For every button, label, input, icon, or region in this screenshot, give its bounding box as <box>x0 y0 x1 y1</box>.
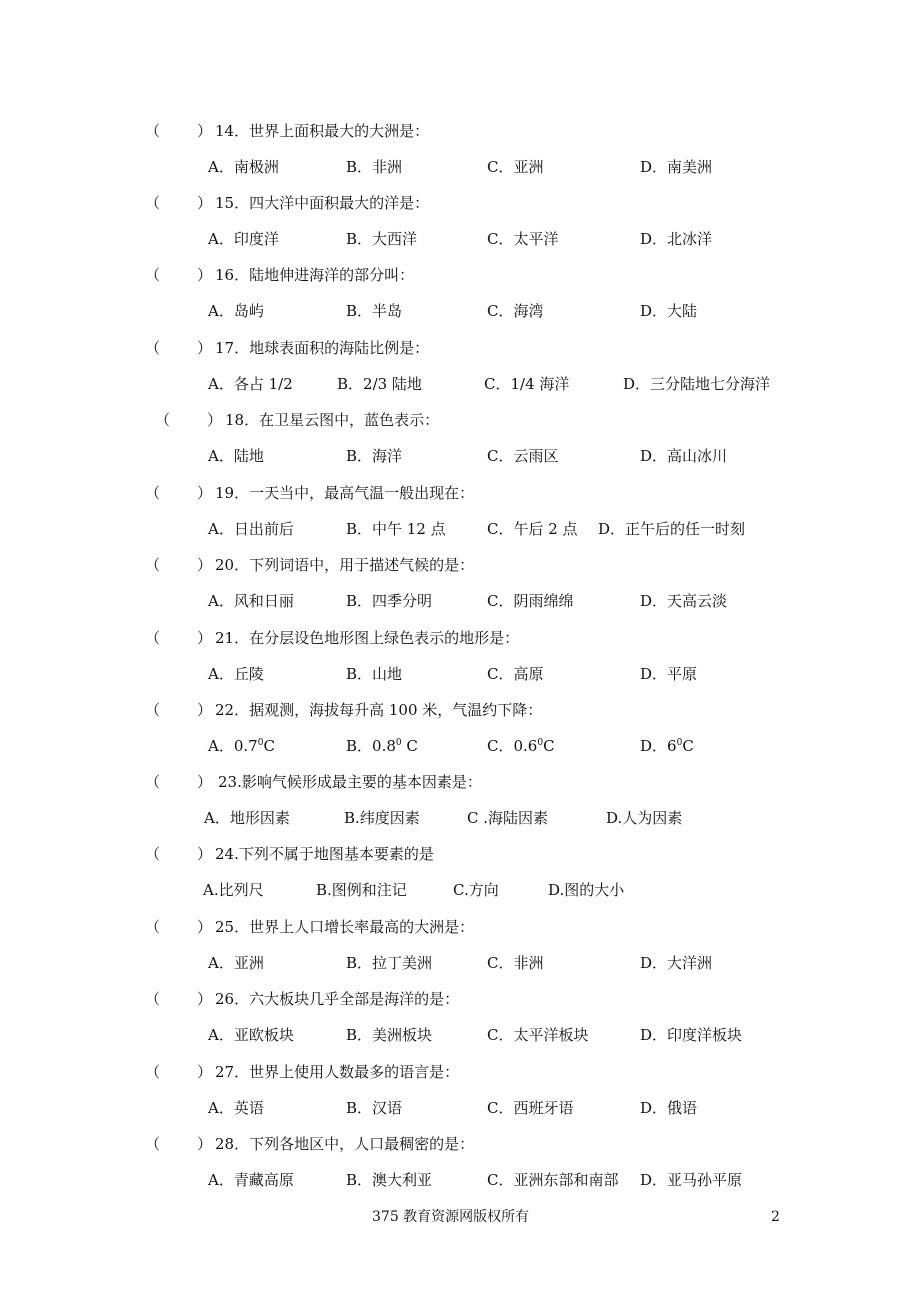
temperature-unit: C <box>401 737 418 755</box>
answer-paren-close: ） <box>197 629 213 647</box>
question-text: 下列词语中，用于描述气候的是： <box>249 556 475 574</box>
question-item <box>0 1061 920 1133</box>
answer-paren-open: （ <box>145 1135 161 1153</box>
answer-option <box>623 373 770 395</box>
option-text: D.图的大小 <box>548 881 625 899</box>
answer-paren-close: ） <box>197 845 213 863</box>
option-text: A．亚欧板块 <box>208 1026 294 1044</box>
question-stem <box>215 916 474 938</box>
answer-paren-close: ） <box>197 1063 213 1081</box>
question-stem <box>215 120 429 142</box>
question-stem <box>215 1061 459 1083</box>
option-text: D．南美洲 <box>640 158 713 176</box>
option-text: C．海湾 <box>487 302 544 320</box>
option-text: B．山地 <box>346 665 403 683</box>
question-stem <box>215 1133 474 1155</box>
option-text: B.图例和注记 <box>316 881 407 899</box>
option-text: B．大西洋 <box>346 230 418 248</box>
question-item <box>0 1133 920 1205</box>
question-text: 地球表面积的海陆比例是： <box>249 339 430 357</box>
question-item <box>0 843 920 915</box>
answer-option <box>346 518 446 540</box>
answer-option <box>467 807 548 829</box>
question-item <box>0 337 920 409</box>
option-text: D．平原 <box>640 665 698 683</box>
temperature-unit: C <box>543 737 555 755</box>
answer-option <box>487 1097 573 1119</box>
question-stem <box>215 554 474 576</box>
option-text: A.比列尺 <box>203 881 264 899</box>
answer-paren-open: （ <box>145 701 161 719</box>
page-number: 2 <box>771 1209 780 1225</box>
option-text: B．半岛 <box>346 302 403 320</box>
answer-option <box>487 952 543 974</box>
option-text: D．北冰洋 <box>640 230 713 248</box>
answer-option <box>487 1169 618 1191</box>
question-text: 世界上面积最大的大洲是： <box>249 122 430 140</box>
answer-option <box>208 1024 294 1046</box>
answer-option <box>487 228 558 250</box>
option-text: D．正午后的任一时刻 <box>598 520 746 538</box>
answer-option <box>208 373 293 395</box>
question-item <box>0 409 920 481</box>
question-text: 一天当中，最高气温一般出现在： <box>249 484 475 502</box>
question-number: 23. <box>218 773 242 791</box>
answer-option <box>487 735 555 757</box>
answer-option <box>640 663 697 685</box>
answer-paren-close: ） <box>197 556 213 574</box>
answer-option <box>208 156 279 178</box>
option-text: B．美洲板块 <box>346 1026 433 1044</box>
question-number: 17． <box>215 339 250 357</box>
option-text: A．印度洋 <box>208 230 279 248</box>
option-text: C．亚洲东部和南部 <box>487 1171 619 1189</box>
answer-option <box>346 156 402 178</box>
option-text: C .海陆因素 <box>467 809 549 827</box>
option-text: A．各占 1/2 <box>208 375 293 393</box>
question-stem <box>215 699 542 721</box>
degree-superscript: 0 <box>395 738 402 748</box>
answer-option <box>208 1169 294 1191</box>
option-text: B．2/3 陆地 <box>337 375 422 393</box>
answer-option <box>487 1024 588 1046</box>
question-number: 24. <box>215 845 239 863</box>
answer-option <box>640 590 727 612</box>
question-number: 18． <box>225 411 260 429</box>
option-text: B．汉语 <box>346 1099 403 1117</box>
question-item <box>0 699 920 771</box>
question-stem <box>218 771 482 793</box>
answer-paren-open: （ <box>145 918 161 936</box>
answer-option <box>640 300 697 322</box>
question-text: 四大洋中面积最大的洋是： <box>249 194 430 212</box>
option-text: B．拉丁美洲 <box>346 954 433 972</box>
question-text: 六大板块几乎全部是海洋的是： <box>249 990 460 1008</box>
answer-option <box>204 807 290 829</box>
degree-superscript: 0 <box>676 738 683 748</box>
question-item <box>0 627 920 699</box>
answer-option <box>606 807 682 829</box>
question-item <box>0 192 920 264</box>
answer-paren-close: ） <box>197 484 213 502</box>
question-item <box>0 771 920 843</box>
answer-option <box>346 735 418 757</box>
question-number: 15． <box>215 194 250 212</box>
question-item <box>0 120 920 192</box>
temperature-unit: C <box>263 737 275 755</box>
question-text: 在卫星云图中，蓝色表示： <box>259 411 440 429</box>
option-text: C．太平洋板块 <box>487 1026 589 1044</box>
option-text: B.纬度因素 <box>344 809 420 827</box>
answer-paren-open: （ <box>155 411 171 429</box>
option-text: D．印度洋板块 <box>640 1026 743 1044</box>
answer-paren-open: （ <box>145 629 161 647</box>
answer-option <box>487 156 543 178</box>
answer-option <box>598 518 745 540</box>
answer-paren-close: ） <box>197 1135 213 1153</box>
question-number: 19． <box>215 484 250 502</box>
question-stem <box>215 988 459 1010</box>
option-text: D．大洋洲 <box>640 954 713 972</box>
answer-paren-open: （ <box>145 266 161 284</box>
answer-option <box>208 735 275 757</box>
question-item <box>0 916 920 988</box>
answer-paren-open: （ <box>145 773 161 791</box>
answer-paren-open: （ <box>145 194 161 212</box>
answer-option <box>208 952 264 974</box>
answer-paren-close: ） <box>197 339 213 357</box>
answer-paren-open: （ <box>145 556 161 574</box>
answer-option <box>208 1097 264 1119</box>
question-number: 26． <box>215 990 250 1008</box>
answer-option <box>487 300 543 322</box>
option-text: C．午后 2 点 <box>487 520 578 538</box>
answer-option <box>208 300 264 322</box>
option-text: C．1/4 海洋 <box>484 375 570 393</box>
question-stem <box>215 264 414 286</box>
answer-paren-close: ） <box>197 701 213 719</box>
question-text: 在分层设色地形图上绿色表示的地形是： <box>249 629 520 647</box>
answer-option <box>487 590 573 612</box>
question-text: 陆地伸进海洋的部分叫： <box>249 266 415 284</box>
question-stem <box>215 192 429 214</box>
answer-option <box>208 590 294 612</box>
question-text: 下列不属于地图基本要素的是 <box>238 845 434 863</box>
answer-paren-close: ） <box>197 194 213 212</box>
option-text: C．太平洋 <box>487 230 559 248</box>
question-number: 20． <box>215 556 250 574</box>
answer-option <box>346 590 432 612</box>
answer-option <box>640 735 694 757</box>
option-text: D．大陆 <box>640 302 698 320</box>
degree-superscript: 0 <box>537 738 544 748</box>
temperature-unit: C <box>682 737 694 755</box>
option-text: C.方向 <box>453 881 499 899</box>
question-number: 21． <box>215 629 250 647</box>
answer-paren-open: （ <box>145 484 161 502</box>
answer-paren-open: （ <box>145 1063 161 1081</box>
answer-option <box>316 879 407 901</box>
option-text: A．地形因素 <box>204 809 290 827</box>
option-text: C．阴雨绵绵 <box>487 592 574 610</box>
question-number: 22． <box>215 701 250 719</box>
question-number: 25． <box>215 918 250 936</box>
option-text: A．0.7 <box>208 737 258 755</box>
option-text: B．澳大利亚 <box>346 1171 433 1189</box>
option-text: D．天高云淡 <box>640 592 728 610</box>
answer-paren-open: （ <box>145 845 161 863</box>
answer-option <box>640 445 727 467</box>
option-text: D．亚马孙平原 <box>640 1171 743 1189</box>
question-number: 28． <box>215 1135 250 1153</box>
answer-option <box>346 1097 402 1119</box>
answer-option <box>487 445 558 467</box>
option-text: A．陆地 <box>208 447 264 465</box>
answer-option <box>346 663 402 685</box>
answer-paren-close: ） <box>197 773 213 791</box>
question-text: 世界上使用人数最多的语言是： <box>249 1063 460 1081</box>
footer-copyright: 375 教育资源网版权所有 <box>372 1209 530 1225</box>
option-text: A．丘陵 <box>208 665 264 683</box>
option-text: A．南极洲 <box>208 158 279 176</box>
answer-option <box>208 518 294 540</box>
degree-superscript: 0 <box>257 738 264 748</box>
question-number: 14． <box>215 122 250 140</box>
answer-option <box>208 663 264 685</box>
answer-option <box>640 1169 742 1191</box>
option-text: A．青藏高原 <box>208 1171 294 1189</box>
answer-option <box>640 228 712 250</box>
option-text: B．非洲 <box>346 158 403 176</box>
answer-option <box>487 518 578 540</box>
answer-paren-close: ） <box>197 122 213 140</box>
option-text: C．亚洲 <box>487 158 544 176</box>
answer-option <box>548 879 624 901</box>
answer-option <box>346 1024 432 1046</box>
option-text: A．亚洲 <box>208 954 264 972</box>
answer-option <box>346 445 402 467</box>
question-stem <box>225 409 439 431</box>
option-text: A．英语 <box>208 1099 264 1117</box>
answer-paren-close: ） <box>197 918 213 936</box>
answer-option <box>484 373 569 395</box>
option-text: A．日出前后 <box>208 520 294 538</box>
option-text: D．高山冰川 <box>640 447 728 465</box>
answer-option <box>344 807 420 829</box>
question-number: 27． <box>215 1063 250 1081</box>
question-text: 据观测，海拔每升高 100 米，气温约下降： <box>249 701 543 719</box>
answer-option <box>346 952 432 974</box>
option-text: C．非洲 <box>487 954 544 972</box>
option-text: B．0.8 <box>346 737 396 755</box>
option-text: C．0.6 <box>487 737 538 755</box>
question-item <box>0 264 920 336</box>
option-text: C．高原 <box>487 665 544 683</box>
option-text: A．岛屿 <box>208 302 264 320</box>
question-stem <box>215 337 429 359</box>
question-stem <box>215 627 519 649</box>
option-text: B．四季分明 <box>346 592 433 610</box>
answer-option <box>337 373 422 395</box>
answer-option <box>208 445 264 467</box>
question-item <box>0 482 920 554</box>
question-text: 世界上人口增长率最高的大洲是： <box>249 918 475 936</box>
answer-option <box>346 228 417 250</box>
answer-paren-close: ） <box>207 411 223 429</box>
answer-paren-open: （ <box>145 339 161 357</box>
option-text: C．云雨区 <box>487 447 559 465</box>
answer-option <box>487 663 543 685</box>
answer-paren-open: （ <box>145 990 161 1008</box>
question-item <box>0 554 920 626</box>
option-text: D．俄语 <box>640 1099 698 1117</box>
answer-paren-close: ） <box>197 990 213 1008</box>
option-text: C．西班牙语 <box>487 1099 574 1117</box>
answer-option <box>453 879 499 901</box>
option-text: B．中午 12 点 <box>346 520 446 538</box>
answer-option <box>640 952 712 974</box>
answer-option <box>208 228 279 250</box>
answer-paren-close: ） <box>197 266 213 284</box>
option-text: D．6 <box>640 737 677 755</box>
question-stem <box>215 843 434 865</box>
question-text: 影响气候形成最主要的基本因素是： <box>241 773 482 791</box>
answer-option <box>203 879 264 901</box>
option-text: B．海洋 <box>346 447 403 465</box>
answer-paren-open: （ <box>145 122 161 140</box>
option-text: D．三分陆地七分海洋 <box>623 375 771 393</box>
option-text: D.人为因素 <box>606 809 683 827</box>
question-text: 下列各地区中，人口最稠密的是： <box>249 1135 475 1153</box>
answer-option <box>346 1169 432 1191</box>
question-item <box>0 988 920 1060</box>
question-number: 16． <box>215 266 250 284</box>
answer-option <box>640 1097 697 1119</box>
answer-option <box>640 1024 742 1046</box>
answer-option <box>346 300 402 322</box>
option-text: A．风和日丽 <box>208 592 294 610</box>
question-stem <box>215 482 474 504</box>
answer-option <box>640 156 712 178</box>
